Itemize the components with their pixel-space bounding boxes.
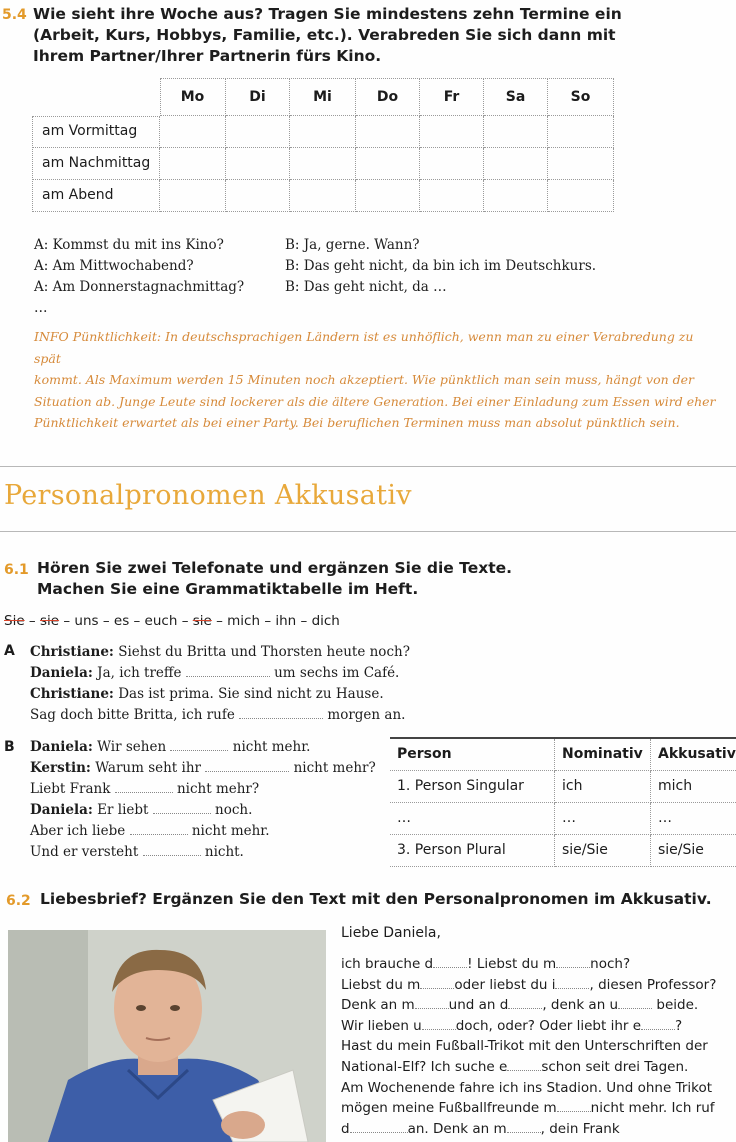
dialog-text: nicht mehr. (228, 739, 311, 755)
dialog-text: morgen an. (323, 707, 406, 723)
letter-text: Wir lieben u (341, 1017, 422, 1034)
love-letter-body (341, 954, 716, 1139)
letter-text: ! Liebst du m (467, 956, 557, 972)
word-bank-used-word: Sie (4, 613, 25, 629)
dialog-line: B: Das geht nicht, da … (285, 279, 447, 295)
schedule-cell[interactable] (548, 148, 614, 180)
letter-text: beide. (652, 997, 699, 1014)
blank-gap[interactable] (422, 1019, 456, 1030)
word-bank-used-word: sie (39, 613, 60, 629)
exercise-number-6-1: 6.1 (4, 562, 29, 578)
letter-text: ? (675, 1017, 683, 1034)
schedule-cell[interactable] (420, 116, 484, 148)
speaker: Daniela: (30, 802, 93, 818)
dialog-a-column (34, 235, 244, 319)
schedule-cell[interactable] (290, 180, 356, 212)
dialog-line (30, 642, 410, 663)
letter-text: ich brauche d (341, 956, 434, 972)
instruction-line: Hören Sie zwei Telefonate und ergänzen Sie die Texte. (37, 559, 513, 577)
table-cell: 1. Person Singular (390, 771, 555, 803)
blank-gap[interactable] (641, 1019, 675, 1030)
table-cell: … (651, 803, 736, 835)
letter-text: oder liebst du i (454, 976, 556, 993)
dialog-text: Aber ich liebe (30, 823, 126, 839)
letter-text: National-Elf? Ich suche e (341, 1058, 508, 1075)
schedule-cell[interactable] (290, 116, 356, 148)
speaker: Daniela: (30, 739, 93, 755)
schedule-cell[interactable] (160, 148, 226, 180)
dialog-line: B: Das geht nicht, da bin ich im Deutschkurs. (285, 258, 597, 274)
letter-text: mögen meine Fußballfreunde m (341, 1100, 557, 1117)
schedule-cell[interactable] (420, 180, 484, 212)
info-line: INFO Pünktlichkeit: In deutschsprachigen Ländern ist es unhöflich, wenn man zu einer Verabredung zu spät (34, 329, 694, 366)
week-planner-table (32, 78, 614, 212)
table-cell: … (555, 803, 651, 835)
blank-gap[interactable] (420, 978, 454, 989)
schedule-cell[interactable] (548, 116, 614, 148)
dialog-line (30, 737, 376, 758)
dialog-text: Liebt Frank (30, 781, 111, 797)
letter-line (341, 1016, 716, 1037)
blank-gap[interactable] (556, 957, 590, 968)
table-cell: sie/Sie (651, 835, 736, 867)
letter-text: , dein Frank (540, 1120, 620, 1137)
blank-gap[interactable] (170, 740, 228, 751)
dialog-line (30, 800, 376, 821)
dialog-text: Warum seht ihr (90, 760, 201, 776)
instruction-line: (Arbeit, Kurs, Hobbys, Familie, etc.). Verabreden Sie sich dann mit (33, 26, 616, 44)
dialog-line (30, 779, 376, 800)
letter-text: und an d (448, 997, 509, 1014)
table-header-akkusativ: Akkusativ (651, 739, 736, 771)
blank-gap[interactable] (507, 1060, 541, 1071)
exercise-5-4-instructions (33, 4, 622, 67)
letter-line (341, 1057, 716, 1078)
schedule-cell[interactable] (484, 148, 548, 180)
schedule-cell[interactable] (356, 116, 420, 148)
schedule-cell[interactable] (160, 180, 226, 212)
blank-gap[interactable] (153, 803, 211, 814)
schedule-cell[interactable] (226, 148, 290, 180)
dialog-text: Wir sehen (92, 739, 167, 755)
dialog-text: Das ist prima. Sie sind nicht zu Hause. (113, 686, 384, 702)
dialog-text: Siehst du Britta und Thorsten heute noch? (113, 644, 410, 660)
dialog-line: B: Ja, gerne. Wann? (285, 237, 420, 253)
letter-line (341, 1119, 716, 1140)
blank-gap[interactable] (350, 1122, 408, 1133)
dialog-line (30, 663, 410, 684)
dialog-text: nicht mehr? (172, 781, 260, 797)
photo-young-man (8, 930, 326, 1142)
day-header-sa: Sa (484, 78, 548, 116)
letter-text: doch, oder? Oder liebt ihr e (455, 1017, 642, 1034)
blank-gap[interactable] (507, 1122, 541, 1133)
exercise-6-2-instructions: Liebesbrief? Ergänzen Sie den Text mit den Personalpronomen im Akkusativ. (40, 890, 712, 908)
schedule-cell[interactable] (356, 148, 420, 180)
dialog-a (30, 642, 410, 726)
dialog-line: A: Kommst du mit ins Kino? (34, 237, 224, 253)
letter-text: d (341, 1120, 350, 1137)
schedule-cell[interactable] (356, 180, 420, 212)
dialog-text: Er liebt (92, 802, 149, 818)
letter-line (341, 995, 716, 1016)
row-label-abend: am Abend (32, 180, 160, 212)
blank-gap[interactable] (186, 666, 270, 677)
day-header-mi: Mi (290, 78, 356, 116)
speaker: Christiane: (30, 644, 114, 660)
word-bank-separator: – (24, 613, 40, 629)
letter-line (341, 954, 716, 975)
schedule-cell[interactable] (548, 180, 614, 212)
day-header-mo: Mo (160, 78, 226, 116)
day-header-do: Do (356, 78, 420, 116)
table-header-nominativ: Nominativ (555, 739, 651, 771)
row-label-nachmittag: am Nachmittag (32, 148, 160, 180)
speaker: Daniela: (30, 665, 93, 681)
pronoun-grammar-table (390, 737, 736, 858)
letter-text: Hast du mein Fußball-Trikot mit den Unterschriften der (341, 1038, 708, 1055)
section-divider (0, 531, 736, 532)
letter-line (341, 1078, 716, 1099)
dialog-line (30, 684, 410, 705)
word-bank (4, 611, 340, 632)
schedule-cell[interactable] (226, 180, 290, 212)
blank-gap[interactable] (143, 845, 201, 856)
schedule-cell[interactable] (290, 148, 356, 180)
dialog-label-b: B (4, 739, 15, 755)
dialog-line (30, 842, 376, 863)
dialog-text: nicht. (200, 844, 244, 860)
blank-gap[interactable] (130, 824, 188, 835)
row-label-vormittag: am Vormittag (32, 116, 160, 148)
dialog-line (30, 821, 376, 842)
section-divider (0, 466, 736, 467)
blank-gap[interactable] (239, 708, 323, 719)
letter-text: Denk an m (341, 997, 415, 1014)
instruction-line: Ihrem Partner/Ihrer Partnerin fürs Kino. (33, 47, 382, 65)
schedule-cell[interactable] (160, 116, 226, 148)
speaker: Christiane: (30, 686, 114, 702)
dialog-text: noch. (210, 802, 253, 818)
dialog-ellipsis: … (34, 300, 48, 316)
letter-line (341, 1098, 716, 1119)
letter-text: noch? (590, 956, 631, 972)
letter-text: nicht mehr. Ich ruf (590, 1100, 715, 1117)
dialog-line (30, 705, 410, 726)
dialog-b (30, 737, 376, 863)
schedule-cell[interactable] (226, 116, 290, 148)
dialog-line: A: Am Donnerstagnachmittag? (34, 279, 245, 295)
blank-gap[interactable] (555, 978, 589, 989)
blank-gap[interactable] (508, 998, 542, 1009)
dialog-text: um sechs im Café. (269, 665, 400, 681)
blank-gap[interactable] (618, 998, 652, 1009)
table-cell: ich (555, 771, 651, 803)
blank-gap[interactable] (433, 957, 467, 968)
letter-text: schon seit drei Tagen. (541, 1058, 689, 1075)
dialog-b-column (285, 235, 596, 298)
table-cell: 3. Person Plural (390, 835, 555, 867)
info-line: kommt. Als Maximum werden 15 Minuten noch akzeptiert. Wie pünktlich man sein muss, hängt von der (34, 372, 695, 387)
exercise-number-6-2: 6.2 (6, 893, 31, 909)
word-bank-words: – uns – es – euch – (59, 613, 193, 629)
section-title: Personalpronomen Akkusativ (4, 480, 412, 511)
day-header-fr: Fr (420, 78, 484, 116)
dialog-text: Ja, ich treffe (92, 665, 182, 681)
dialog-text: nicht mehr? (289, 760, 376, 776)
table-cell: sie/Sie (555, 835, 651, 867)
blank-gap[interactable] (115, 782, 173, 793)
letter-text: , diesen Professor? (589, 976, 717, 993)
word-bank-words: – mich – ihn – dich (211, 613, 340, 629)
dialog-label-a: A (4, 643, 15, 659)
exercise-number-5-4: 5.4 (2, 7, 27, 23)
table-cell: mich (651, 771, 736, 803)
letter-text: an. Denk an m (407, 1120, 507, 1137)
info-box-punctuality (34, 326, 724, 434)
exercise-6-1-instructions (37, 558, 512, 600)
letter-text: Liebst du m (341, 976, 421, 993)
blank-gap[interactable] (557, 1101, 591, 1112)
letter-salutation: Liebe Daniela, (341, 925, 441, 941)
info-line: Situation ab. Junge Leute sind lockerer als die ältere Generation. Bei einer Einladung zum Essen wird eher (34, 393, 716, 409)
instruction-line: Wie sieht ihre Woche aus? Tragen Sie mindestens zehn Termine ein (33, 5, 622, 23)
letter-text: , denk an u (542, 997, 619, 1014)
instruction-line: Machen Sie eine Grammatiktabelle im Heft. (37, 580, 419, 598)
day-header-so: So (548, 78, 614, 116)
schedule-cell[interactable] (420, 148, 484, 180)
blank-gap[interactable] (415, 998, 449, 1009)
dialog-line (30, 758, 376, 779)
letter-text: Am Wochenende fahre ich ins Stadion. Und ohne Trikot (341, 1079, 713, 1096)
table-cell: … (390, 803, 555, 835)
info-line: Pünktlichkeit erwartet als bei einer Party. Bei beruflichen Terminen muss man absolut pünktlich sein. (34, 415, 680, 430)
day-header-di: Di (226, 78, 290, 116)
photo-illustration (8, 930, 326, 1142)
dialog-text: Und er versteht (30, 844, 139, 860)
dialog-text: nicht mehr. (187, 823, 270, 839)
schedule-cell[interactable] (484, 116, 548, 148)
letter-line (341, 975, 716, 996)
letter-line (341, 1036, 716, 1057)
word-bank-used-word: sie (192, 613, 212, 629)
blank-gap[interactable] (205, 761, 289, 772)
dialog-line: A: Am Mittwochabend? (34, 258, 194, 274)
schedule-cell[interactable] (484, 180, 548, 212)
dialog-text: Sag doch bitte Britta, ich rufe (30, 707, 235, 723)
speaker: Kerstin: (30, 760, 91, 776)
table-header-person: Person (390, 739, 555, 771)
